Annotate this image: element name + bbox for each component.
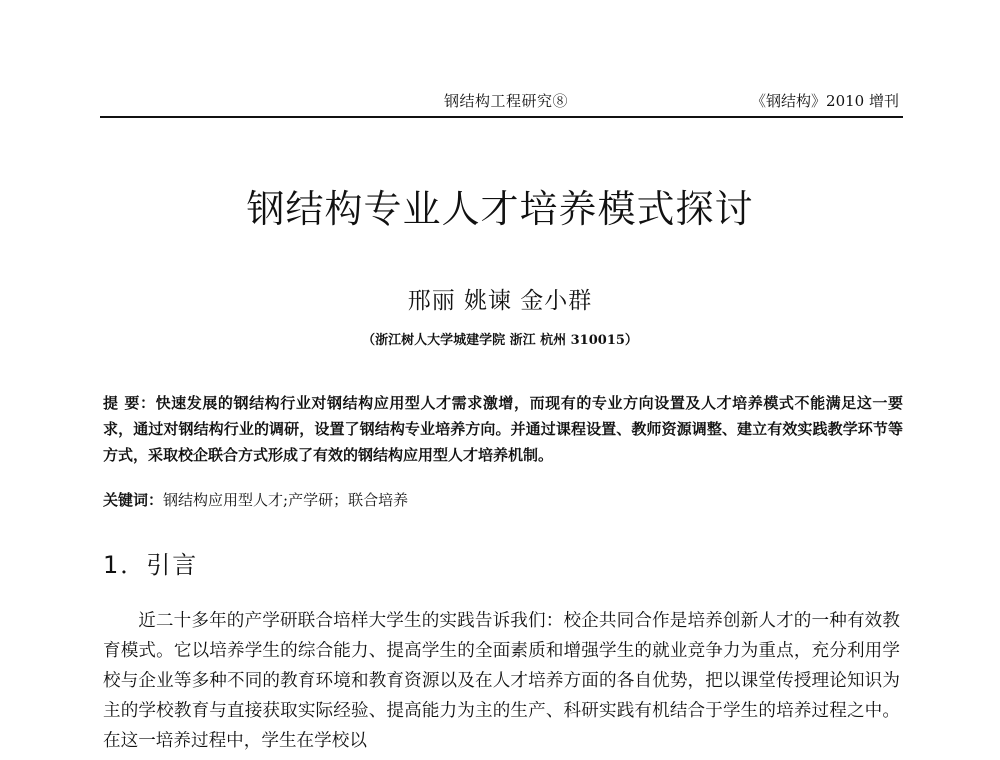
keywords-label: 关键词： bbox=[103, 491, 164, 509]
author-affiliation: （浙江树人大学城建学院 浙江 杭州 310015） bbox=[362, 333, 638, 348]
journal-issue: 《钢结构》2010 增刊 bbox=[751, 92, 899, 110]
keywords-text: 钢结构应用型人才;产学研；联合培养 bbox=[163, 491, 409, 509]
running-header bbox=[100, 88, 903, 118]
section-heading-introduction: 1．引言 bbox=[103, 551, 199, 579]
body-paragraph: 近二十多年的产学研联合培样大学生的实践告诉我们：校企共同合作是培养创新人才的一种有效教育模式。它以培养学生的综合能力、提高学生的全面素质和增强学生的就业竞争力为重点，充分利用学校与企业等多种不同的教育环境和教育资源以及在人才培养方面的各自优势，把以课堂传授理论知识为主的学校教育与直接获取实际经验、提高能力为主的生产、科研实践有机结合于学生的培养过程之中。在这一培养过程中，学生在学校以 bbox=[103, 611, 900, 751]
author-list: 邢丽 姚谏 金小群 bbox=[407, 288, 593, 314]
paper-title: 钢结构专业人才培养模式探讨 bbox=[246, 187, 754, 231]
journal-series-title: 钢结构工程研究⑧ bbox=[444, 92, 569, 110]
abstract-label: 提 要： bbox=[103, 394, 156, 412]
abstract bbox=[103, 390, 903, 468]
keywords bbox=[103, 488, 903, 512]
abstract-text: 快速发展的钢结构行业对钢结构应用型人才需求激增，而现有的专业方向设置及人才培养模式不能满足这一要求，通过对钢结构行业的调研，设置了钢结构专业培养方向。并通过课程设置、教师资源调整、建立有效实践教学环节等方式，采取校企联合方式形成了有效的钢结构应用型人才培养机制。 bbox=[103, 394, 903, 464]
